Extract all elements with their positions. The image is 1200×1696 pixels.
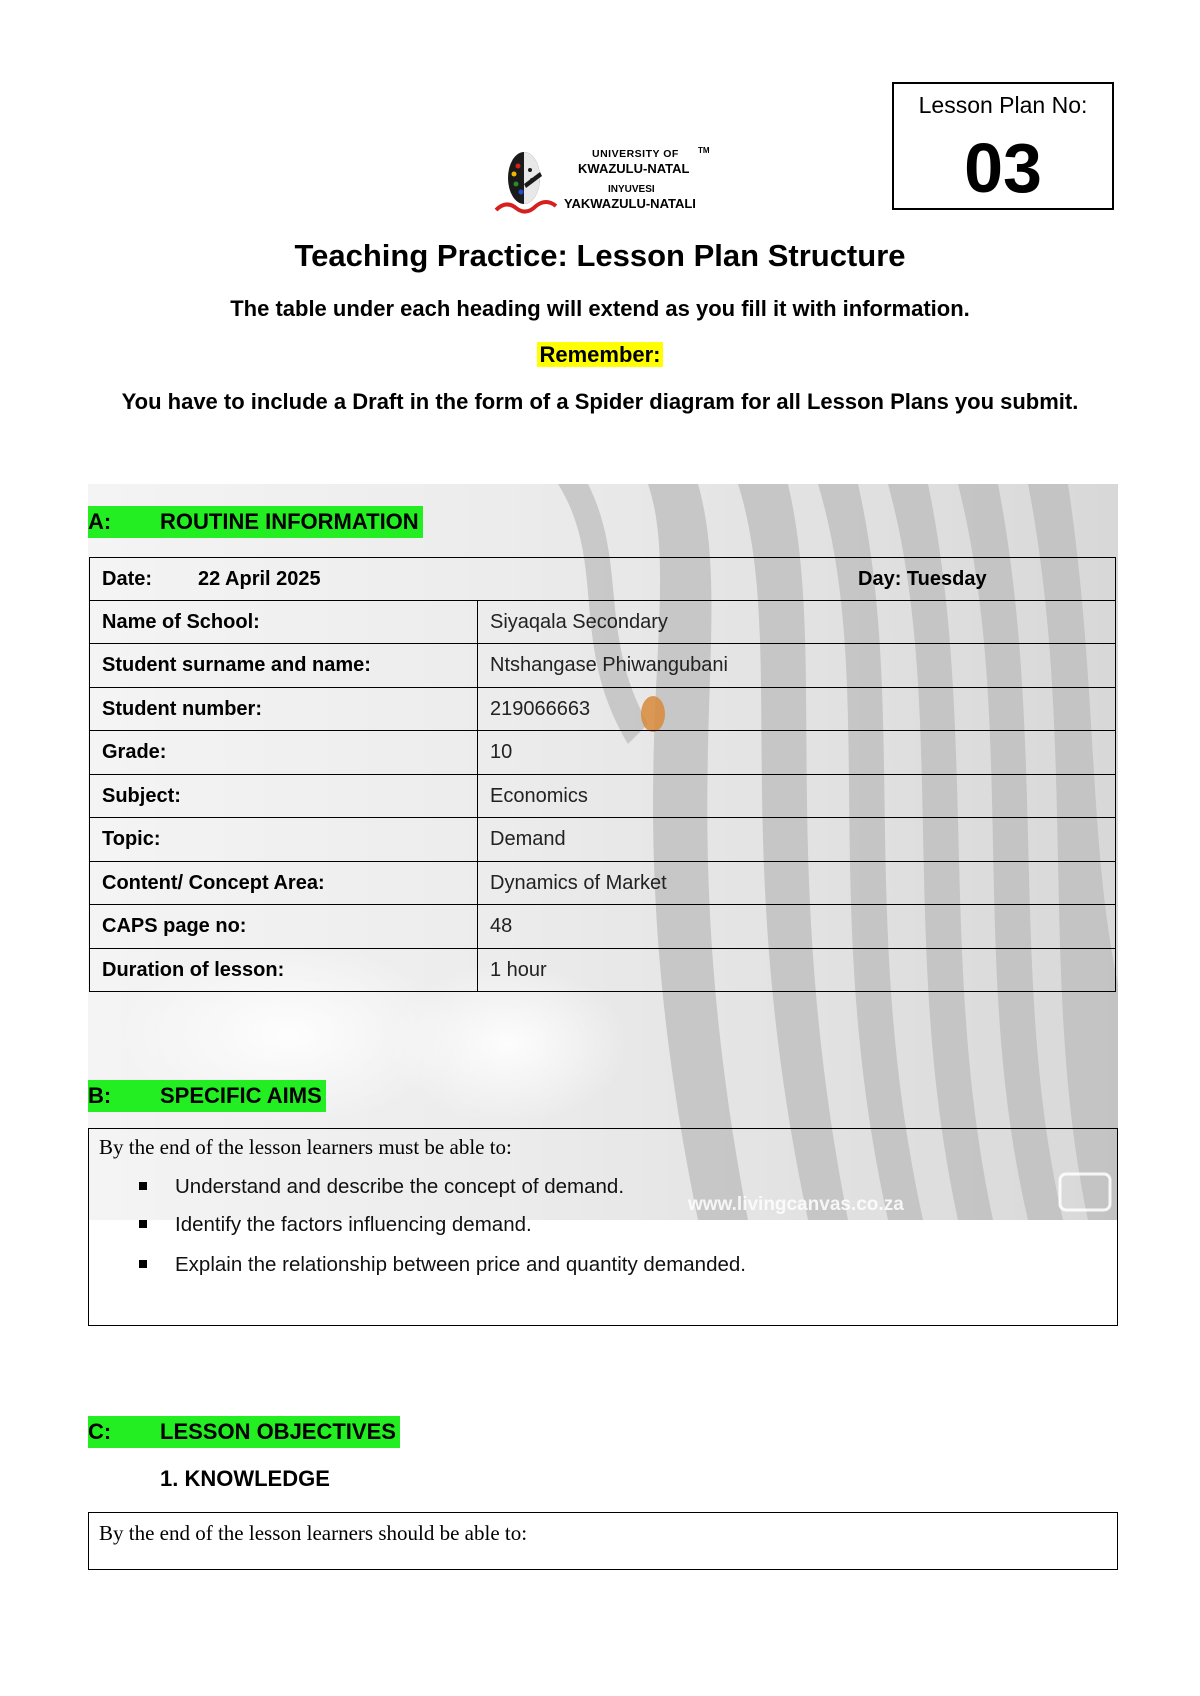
list-item [139, 1253, 746, 1277]
row-value: Dynamics of Market [490, 871, 667, 894]
row-value: Demand [490, 828, 566, 850]
logo-trademark: TM [698, 146, 710, 155]
routine-info-table [89, 557, 1116, 992]
row-value: Ntshangase Phiwangubani [490, 654, 728, 676]
table-row [89, 949, 1116, 993]
row-label: CAPS page no: [102, 915, 247, 937]
row-label: Student surname and name: [102, 654, 371, 676]
row-label: Subject: [102, 784, 181, 807]
lesson-plan-label: Lesson Plan No: [918, 92, 1088, 118]
table-row [89, 731, 1116, 775]
row-label: Topic: [102, 828, 161, 850]
logo-line-3: INYUVESI [608, 184, 655, 195]
lesson-plan-number: 03 [964, 129, 1042, 207]
row-value: Siyaqala Secondary [490, 610, 668, 633]
row-label: Content/ Concept Area: [102, 871, 325, 894]
page-title: Teaching Practice: Lesson Plan Structure [294, 238, 906, 273]
table-row [89, 862, 1116, 906]
row-value: Economics [490, 784, 588, 807]
list-item [139, 1213, 532, 1237]
aims-intro: By the end of the lesson learners must be able to: [99, 1135, 512, 1159]
knowledge-box [88, 1512, 1118, 1570]
page-subtitle: The table under each heading will extend as you fill it with information. [230, 296, 970, 321]
table-row [89, 644, 1116, 688]
logo-line-1: UNIVERSITY OF [592, 148, 679, 160]
section-b-heading [88, 1080, 326, 1112]
table-row-date [89, 557, 1116, 601]
section-a-title: ROUTINE INFORMATION [160, 509, 419, 534]
table-row [89, 905, 1116, 949]
bullet-icon [139, 1220, 147, 1228]
table-row [89, 775, 1116, 819]
date-label: Date: [102, 568, 153, 590]
watermark-text: www.livingcanvas.co.za [688, 1194, 904, 1215]
section-c-letter: C: [88, 1419, 112, 1444]
aim-text: Explain the relationship between price and quantity demanded. [175, 1253, 746, 1276]
row-label: Duration of lesson: [102, 958, 285, 981]
knowledge-heading: 1. KNOWLEDGE [160, 1466, 330, 1491]
logo-line-4: YAKWAZULU-NATALI [564, 196, 696, 211]
section-a-letter: A: [88, 509, 112, 534]
row-value: 1 hour [490, 958, 547, 981]
list-item [139, 1175, 624, 1199]
remember-line [0, 342, 1200, 368]
row-value: 10 [490, 741, 513, 763]
logo-line-2: KWAZULU-NATAL [578, 161, 690, 176]
remember-label: Remember: [539, 342, 661, 367]
section-b-letter: B: [88, 1083, 112, 1108]
knowledge-intro: By the end of the lesson learners should be able to: [99, 1521, 528, 1545]
row-value: 219066663 [490, 697, 591, 720]
row-label: Student number: [102, 697, 262, 720]
section-b-title: SPECIFIC AIMS [160, 1083, 322, 1108]
ukzn-shield-icon [494, 144, 564, 220]
table-row [89, 601, 1116, 645]
bullet-icon [139, 1182, 147, 1190]
lesson-plan-number-box [892, 82, 1114, 210]
row-label: Name of School: [102, 610, 260, 633]
section-c-title: LESSON OBJECTIVES [160, 1419, 396, 1444]
bullet-icon [139, 1260, 147, 1268]
row-value: 48 [490, 915, 513, 937]
section-c-heading [88, 1416, 400, 1448]
university-logo [494, 144, 714, 220]
table-row [89, 818, 1116, 862]
specific-aims-box [88, 1128, 1118, 1326]
section-a-heading [88, 506, 423, 538]
spider-diagram-note: You have to include a Draft in the form of a Spider diagram for all Lesson Plans you submit. [121, 389, 1079, 414]
table-row [89, 688, 1116, 732]
aim-text: Understand and describe the concept of demand. [175, 1175, 625, 1198]
aim-text: Identify the factors influencing demand. [175, 1213, 532, 1236]
day-label: Day: Tuesday [858, 568, 987, 590]
date-value: 22 April 2025 [198, 568, 321, 590]
row-label: Grade: [102, 741, 167, 763]
